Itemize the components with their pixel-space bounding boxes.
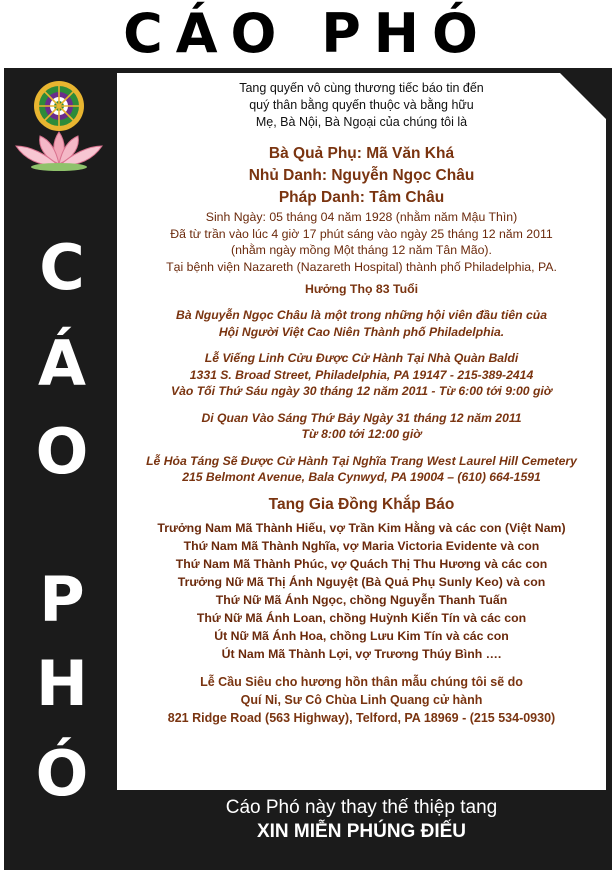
family-heading: Tang Gia Đồng Khắp Báo [268,495,455,513]
lotus-dharma-wheel-icon [8,74,110,174]
procession-block [117,410,606,443]
family-member: Thứ Nữ Mã Ánh Ngọc, chồng Nguyễn Thanh Tuấn [215,592,508,607]
family-list [117,519,606,663]
family-member: Trưởng Nữ Mã Thị Ánh Nguyệt (Bà Quả Phụ Sunly Keo) và con [177,574,546,589]
side-letter-o: O [35,415,89,488]
cremation-line: Lễ Hỏa Táng Sẽ Được Cử Hành Tại Nghĩa Trang West Laurel Hill Cemetery [146,453,577,468]
header [0,0,614,68]
side-letter-c: C [39,231,85,304]
membership-block [117,307,606,340]
footer-note: Cáo Phó này thay thế thiệp tang [225,797,498,818]
family-member: Trưởng Nam Mã Thành Hiếu, vợ Trần Kim Hằng và các con (Việt Nam) [157,520,566,535]
membership-line: Hội Người Việt Cao Niên Thành phố Philadelphia. [218,324,505,339]
intro-line: Tang quyến vô cùng thương tiếc báo tin đến [239,81,484,95]
biography-block [117,209,606,275]
bio-line: (nhằm ngày mồng Một tháng 12 năm Tân Mão). [231,243,492,257]
cremation-block [117,453,606,486]
family-member: Thứ Nam Mã Thành Phúc, vợ Quách Thị Thu Hương và các con [175,556,548,571]
memorial-address: 821 Ridge Road (563 Highway), Telford, PA 18969 - (215 534-0930) [167,710,556,725]
bio-line: Tại bệnh viện Nazareth (Nazareth Hospital) thành phố Philadelphia, PA. [166,259,557,274]
viewing-line: Lễ Viếng Linh Cửu Được Cử Hành Tại Nhà Quàn Baldi [204,351,519,365]
notice-content [117,80,606,727]
membership-line: Bà Nguyễn Ngọc Châu là một trong những hội viên đầu tiên của [176,308,547,322]
intro-line: quý thân bằng quyến thuộc và bằng hữu [249,98,474,112]
procession-line: Di Quan Vào Sáng Thứ Bảy Ngày 31 tháng 12 năm 2011 [201,410,522,425]
viewing-line: 1331 S. Broad Street, Philadelphia, PA 19147 - 215-389-2414 [189,367,534,382]
memorial-block [117,673,606,727]
deceased-names [117,143,606,209]
bio-line: Sinh Ngày: 05 tháng 04 năm 1928 (nhằm năm Mậu Thìn) [205,210,518,224]
memorial-line: Lễ Cầu Siêu cho hương hồn thân mẫu chúng tôi sẽ do [200,674,523,689]
side-letter-p: P [39,563,85,636]
family-member: Thứ Nam Mã Thành Nghĩa, vợ Maria Victoria Evidente và con [183,538,540,553]
intro-line: Mẹ, Bà Nội, Bà Ngoại của chúng tôi là [255,115,468,129]
side-letter-h: H [36,647,88,720]
family-member: Thứ Nữ Mã Ánh Loan, chồng Huỳnh Kiến Tín và các con [196,610,527,625]
footer [117,796,606,844]
side-letter-a: Á [38,327,86,400]
deceased-name: Bà Quả Phụ: Mã Văn Khá [268,145,455,162]
cremation-line: 215 Belmont Avenue, Bala Cynwyd, PA 19004 – (610) 664-1591 [182,470,541,484]
intro-block [117,80,606,131]
page-title: CÁO PHÓ [123,2,491,65]
side-letter-o2: Ó [35,737,89,810]
family-member: Út Nam Mã Thành Lợi, vợ Trương Thúy Bình …. [221,646,502,661]
bio-line: Đã từ trần vào lúc 4 giờ 17 phút sáng vào ngày 25 tháng 12 năm 2011 [170,226,553,241]
procession-line: Từ 8:00 tới 12:00 giờ [301,427,422,441]
memorial-line: Quí Ni, Sư Cô Chùa Linh Quang cử hành [240,692,483,707]
footer-request: XIN MIỄN PHÚNG ĐIẾU [256,821,467,842]
viewing-block [117,350,606,400]
family-member: Út Nữ Mã Ánh Hoa, chồng Lưu Kim Tín và các con [214,628,509,643]
age-line: Hưởng Thọ 83 Tuổi [304,282,419,296]
maiden-name: Nhủ Danh: Nguyễn Ngọc Châu [248,167,475,184]
dharma-name: Pháp Danh: Tâm Châu [278,189,445,206]
viewing-line: Vào Tối Thứ Sáu ngày 30 tháng 12 năm 2011 - Từ 6:00 tới 9:00 giờ [171,384,552,398]
